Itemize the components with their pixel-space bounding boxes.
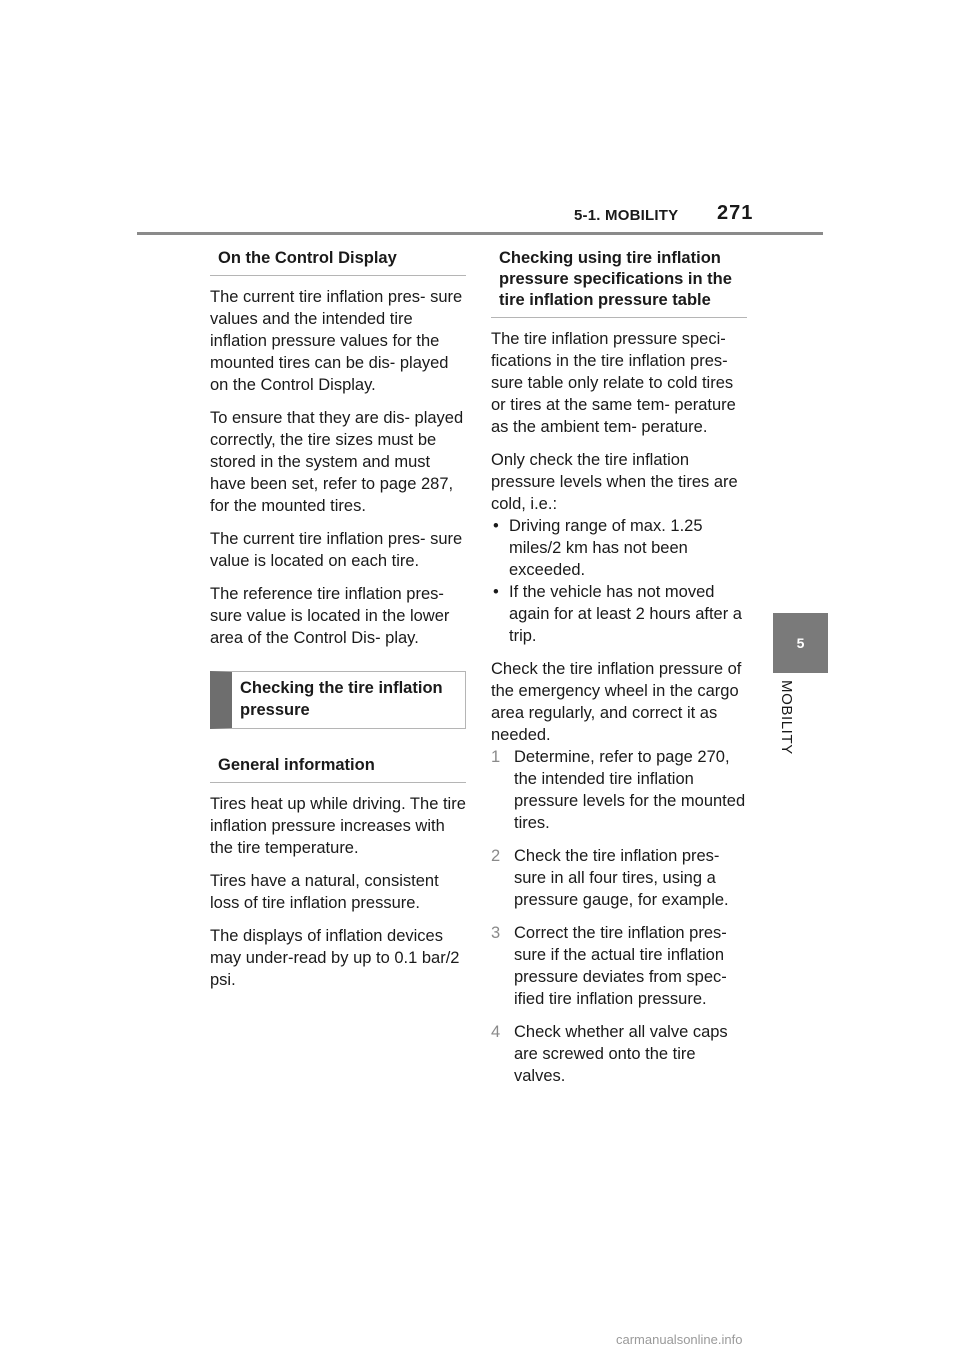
paragraph: To ensure that they are dis- played correctly, the tire sizes must be stored in the system and must have been set, refer to page 287, for the mounted tires. (210, 409, 464, 515)
paragraph: The tire inflation pressure speci- fications in the tire inflation pres- sure table only relate to cold tires or tires at the same tem- perature as the ambient tem- perature. (491, 330, 736, 436)
left-column (210, 244, 466, 1002)
step-number: 3 (491, 924, 501, 942)
step-list (491, 746, 747, 1087)
section-title: 5-1. MOBILITY (574, 207, 679, 224)
step-item (491, 845, 747, 911)
heading-control-display: On the Control Display (210, 244, 466, 276)
step-item (491, 922, 747, 1010)
chapter-label: MOBILITY (778, 680, 795, 755)
step-text: Check whether all valve caps are screwed onto the tire valves. (514, 1023, 728, 1085)
paragraph: Tires heat up while driving. The tire inflation pressure increases with the tire temperature. (210, 795, 466, 857)
step-number: 1 (491, 748, 501, 766)
step-text: Determine, refer to page 270, the intended tire inflation pressure levels for the mounted tires. (514, 748, 746, 832)
step-number: 2 (491, 847, 501, 865)
step-item (491, 1021, 747, 1087)
step-number: 4 (491, 1023, 501, 1041)
list-item: • If the vehicle has not moved again for at least 2 hours after a trip. (491, 581, 747, 647)
paragraph: The current tire inflation pres- sure values and the intended tire inflation pressure values for the mounted tires can be dis- played on the Control Display. (210, 288, 463, 394)
header-rule (137, 232, 823, 235)
paragraph: The current tire inflation pres- sure value is located on each tire. (210, 530, 463, 570)
step-text: Check the tire inflation pres- sure in all four tires, using a pressure gauge, for example. (514, 847, 729, 909)
step-item (491, 746, 747, 834)
heading-table-check: Checking using tire inflation pressure specifications in the tire inflation pressure table (491, 244, 747, 318)
paragraph: Only check the tire inflation pressure levels when the tires are cold, i.e.: (491, 451, 738, 513)
watermark: carmanualsonline.info (616, 1332, 743, 1347)
page-number: 271 (717, 202, 754, 224)
right-column (491, 244, 747, 1098)
heading-general-information: General information (210, 751, 466, 783)
paragraph: Check the tire inflation pressure of the emergency wheel in the cargo area regularly, and correct it as needed. (491, 660, 742, 744)
bullet-list (491, 515, 747, 647)
chapter-number: 5 (796, 635, 805, 651)
paragraph: The reference tire inflation pres- sure value is located in the lower area of the Control Dis- play. (210, 585, 450, 647)
list-item: • Driving range of max. 1.25 miles/2 km has not been exceeded. (491, 515, 747, 581)
paragraph: The displays of inflation devices may under-read by up to 0.1 bar/2 psi. (210, 927, 460, 989)
section-box-checking: Checking the tire inflation pressure (210, 671, 466, 729)
paragraph: Tires have a natural, consistent loss of tire inflation pressure. (210, 872, 439, 912)
step-text: Correct the tire inflation pres- sure if the actual tire inflation pressure deviates from spec- ified tire inflation pressure. (514, 924, 727, 1008)
chapter-tab (773, 613, 828, 673)
